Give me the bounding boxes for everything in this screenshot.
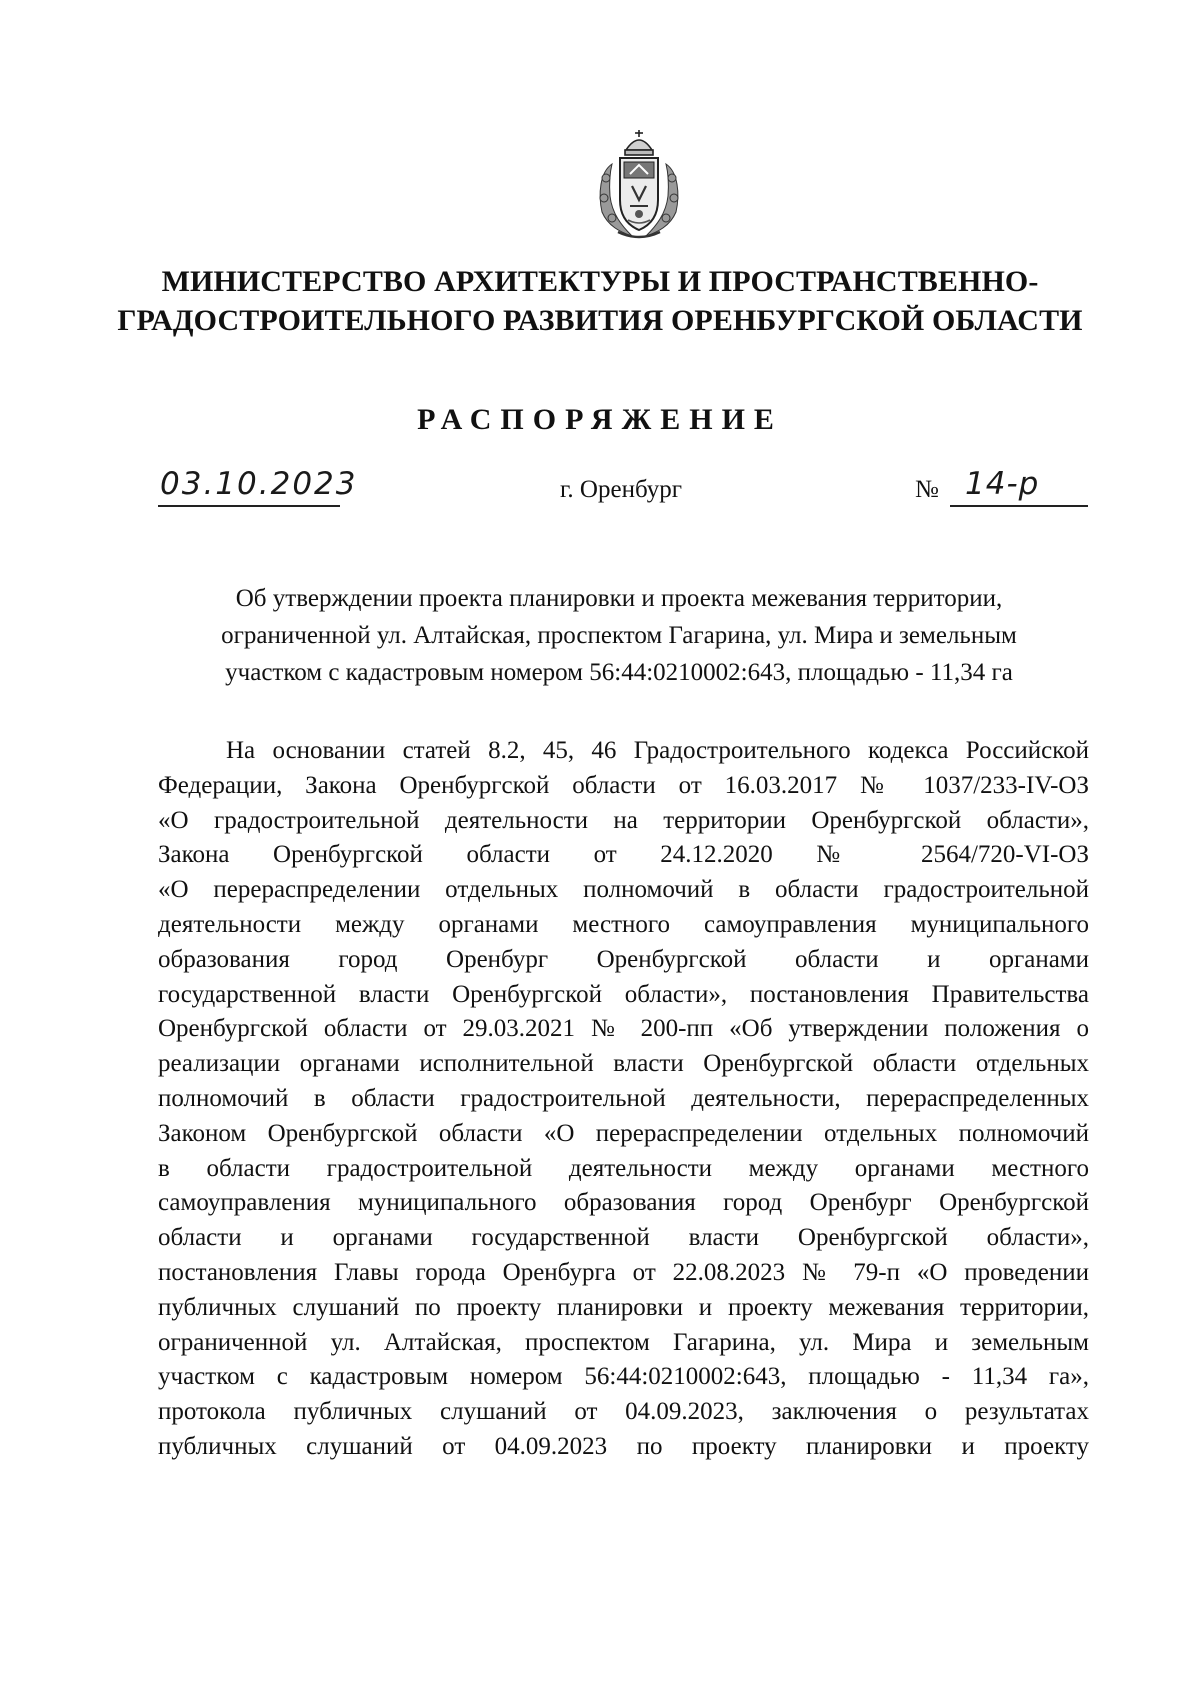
body-line: Законом Оренбургской области «О перераспределении отдельных полномочий <box>158 1119 1089 1147</box>
document-number: 14-р <box>965 466 1040 502</box>
body-line: в области градостроительной деятельности между органами местного <box>158 1154 1089 1182</box>
body-line: ограниченной ул. Алтайская, проспектом Гагарина, ул. Мира и земельным <box>158 1328 1089 1356</box>
body-line: Закона Оренбургской области от 24.12.2020 № 2564/720-VI-ОЗ <box>158 841 1089 869</box>
body-line: постановления Главы города Оренбурга от 22.08.2023 № 79-п «О проведении <box>158 1258 1089 1286</box>
body-line: протокола публичных слушаний от 04.09.2023, заключения о результатах <box>158 1398 1089 1426</box>
body-line: деятельности между органами местного самоуправления муниципального <box>158 910 1089 938</box>
body-line: «О перераспределении отдельных полномочий в области градостроительной <box>158 876 1089 904</box>
body-line: публичных слушаний по проекту планировки и проекту межевания территории, <box>158 1293 1089 1321</box>
number-underline <box>950 505 1088 507</box>
body-line: реализации органами исполнительной власти Оренбургской области отдельных <box>158 1050 1089 1078</box>
body-line: полномочий в области градостроительной деятельности, перераспределенных <box>158 1084 1089 1112</box>
body-line: Оренбургской области от 29.03.2021 № 200-пп «Об утверждении положения о <box>158 1015 1089 1043</box>
document-city: г. Оренбург <box>560 476 682 503</box>
body-line: публичных слушаний от 04.09.2023 по проекту планировки и проекту <box>158 1432 1089 1460</box>
body-line: На основании статей 8.2, 45, 46 Градостроительного кодекса Российской <box>226 737 1089 764</box>
date-underline <box>158 505 340 507</box>
document-type-heading: РАСПОРЯЖЕНИЕ <box>417 403 783 436</box>
ministry-title-line-1: МИНИСТЕРСТВО АРХИТЕКТУРЫ И ПРОСТРАНСТВЕННО- <box>161 265 1039 298</box>
document-body <box>158 734 1089 1465</box>
body-line: образования город Оренбург Оренбургской области и органами <box>158 945 1089 973</box>
body-line: Федерации, Закона Оренбургской области от 16.03.2017 № 1037/233-IV-ОЗ <box>158 771 1089 799</box>
subject-line: участком с кадастровым номером 56:44:0210002:643, площадью - 11,34 га <box>225 659 1013 686</box>
document-date: 03.10.2023 <box>160 466 358 502</box>
subject-line: Об утверждении проекта планировки и проекта межевания территории, <box>235 585 1003 612</box>
document-subject <box>150 580 1088 691</box>
body-line: государственной власти Оренбургской области», постановления Правительства <box>158 980 1089 1008</box>
ministry-title <box>100 262 1100 340</box>
body-line: «О градостроительной деятельности на территории Оренбургской области», <box>158 806 1089 834</box>
body-line: участком с кадастровым номером 56:44:0210002:643, площадью - 11,34 га», <box>158 1363 1089 1391</box>
number-label: № <box>915 476 939 503</box>
subject-line: ограниченной ул. Алтайская, проспектом Гагарина, ул. Мира и земельным <box>221 622 1017 649</box>
coat-of-arms-icon <box>592 128 686 242</box>
ministry-title-line-2: ГРАДОСТРОИТЕЛЬНОГО РАЗВИТИЯ ОРЕНБУРГСКОЙ ОБЛАСТИ <box>117 304 1083 337</box>
body-line: самоуправления муниципального образования город Оренбург Оренбургской <box>158 1189 1089 1217</box>
body-line: области и органами государственной власти Оренбургской области», <box>158 1224 1089 1252</box>
